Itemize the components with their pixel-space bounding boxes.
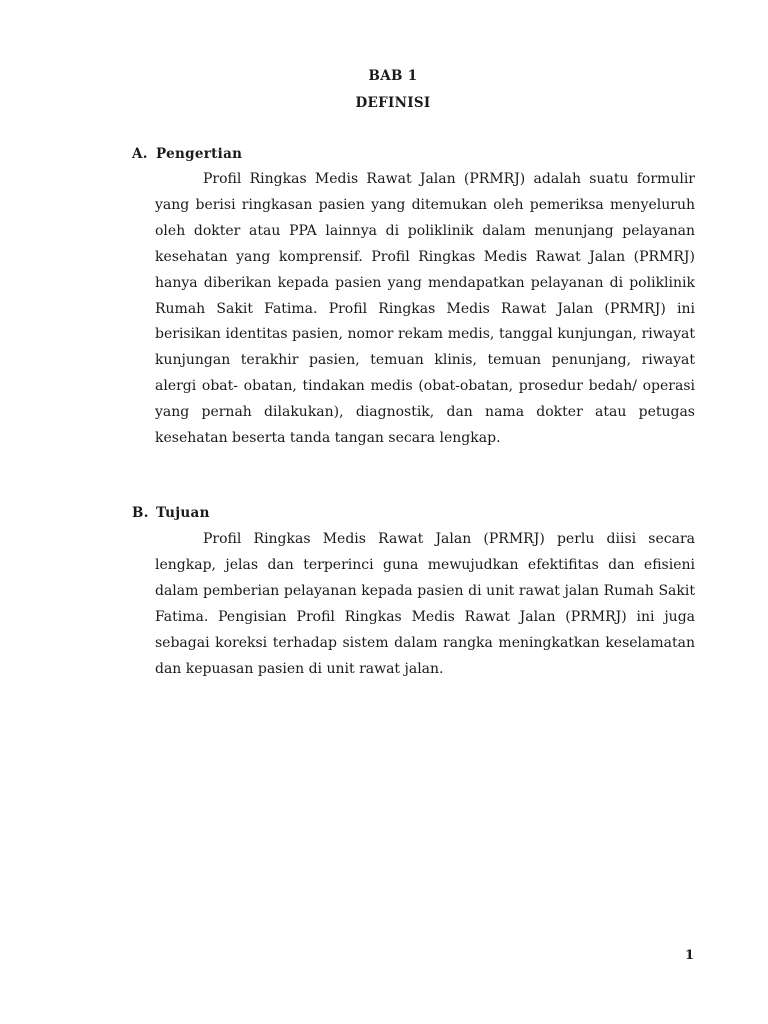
chapter-title: DEFINISI	[355, 95, 431, 111]
chapter-number: BAB 1	[368, 68, 418, 84]
section-title: Tujuan	[156, 505, 210, 521]
paragraph-text: Profil Ringkas Medis Rawat Jalan (PRMRJ) adalah suatu formulir yang berisi ringkasan pasien yang ditemukan oleh pemeriksa menyeluruh oleh dokter atau PPA lainnya di poliklinik dalam menunjang pelayanan kesehatan yang komprensif. Profil Ringkas Medis Rawat Jalan (PRMRJ) hanya diberikan kepada pasien yang mendapatkan pelayanan di poliklinik Rumah Sakit Fatima. Profil Ringkas Medis Rawat Jalan (PRMRJ) ini berisikan identitas pasien, nomor rekam medis, tanggal kunjungan, riwayat kunjungan terakhir pasien, temuan klinis, temuan penunjang, riwayat alergi obat- obatan, tindakan medis (obat-obatan, prosedur bedah/ operasi yang pernah dilakukan), diagnostik, dan nama dokter atau petugas kesehatan beserta tanda tangan secara lengkap.	[155, 171, 695, 447]
section-body-tujuan	[155, 527, 695, 682]
section-body-pengertian	[155, 167, 695, 452]
page-number: 1	[684, 948, 694, 963]
section-title: Pengertian	[156, 146, 243, 162]
section-letter: B.	[132, 505, 149, 521]
paragraph-text: Profil Ringkas Medis Rawat Jalan (PRMRJ) perlu diisi secara lengkap, jelas dan terperinci guna mewujudkan efektifitas dan efisieni dalam pemberian pelayanan kepada pasien di unit rawat jalan Rumah Sakit Fatima. Pengisian Profil Ringkas Medis Rawat Jalan (PRMRJ) ini juga sebagai koreksi terhadap sistem dalam rangka meningkatkan keselamatan dan kepuasan pasien di unit rawat jalan.	[155, 531, 695, 677]
section-heading-pengertian	[132, 146, 242, 162]
section-heading-tujuan	[132, 505, 210, 521]
section-letter: A.	[132, 146, 148, 162]
